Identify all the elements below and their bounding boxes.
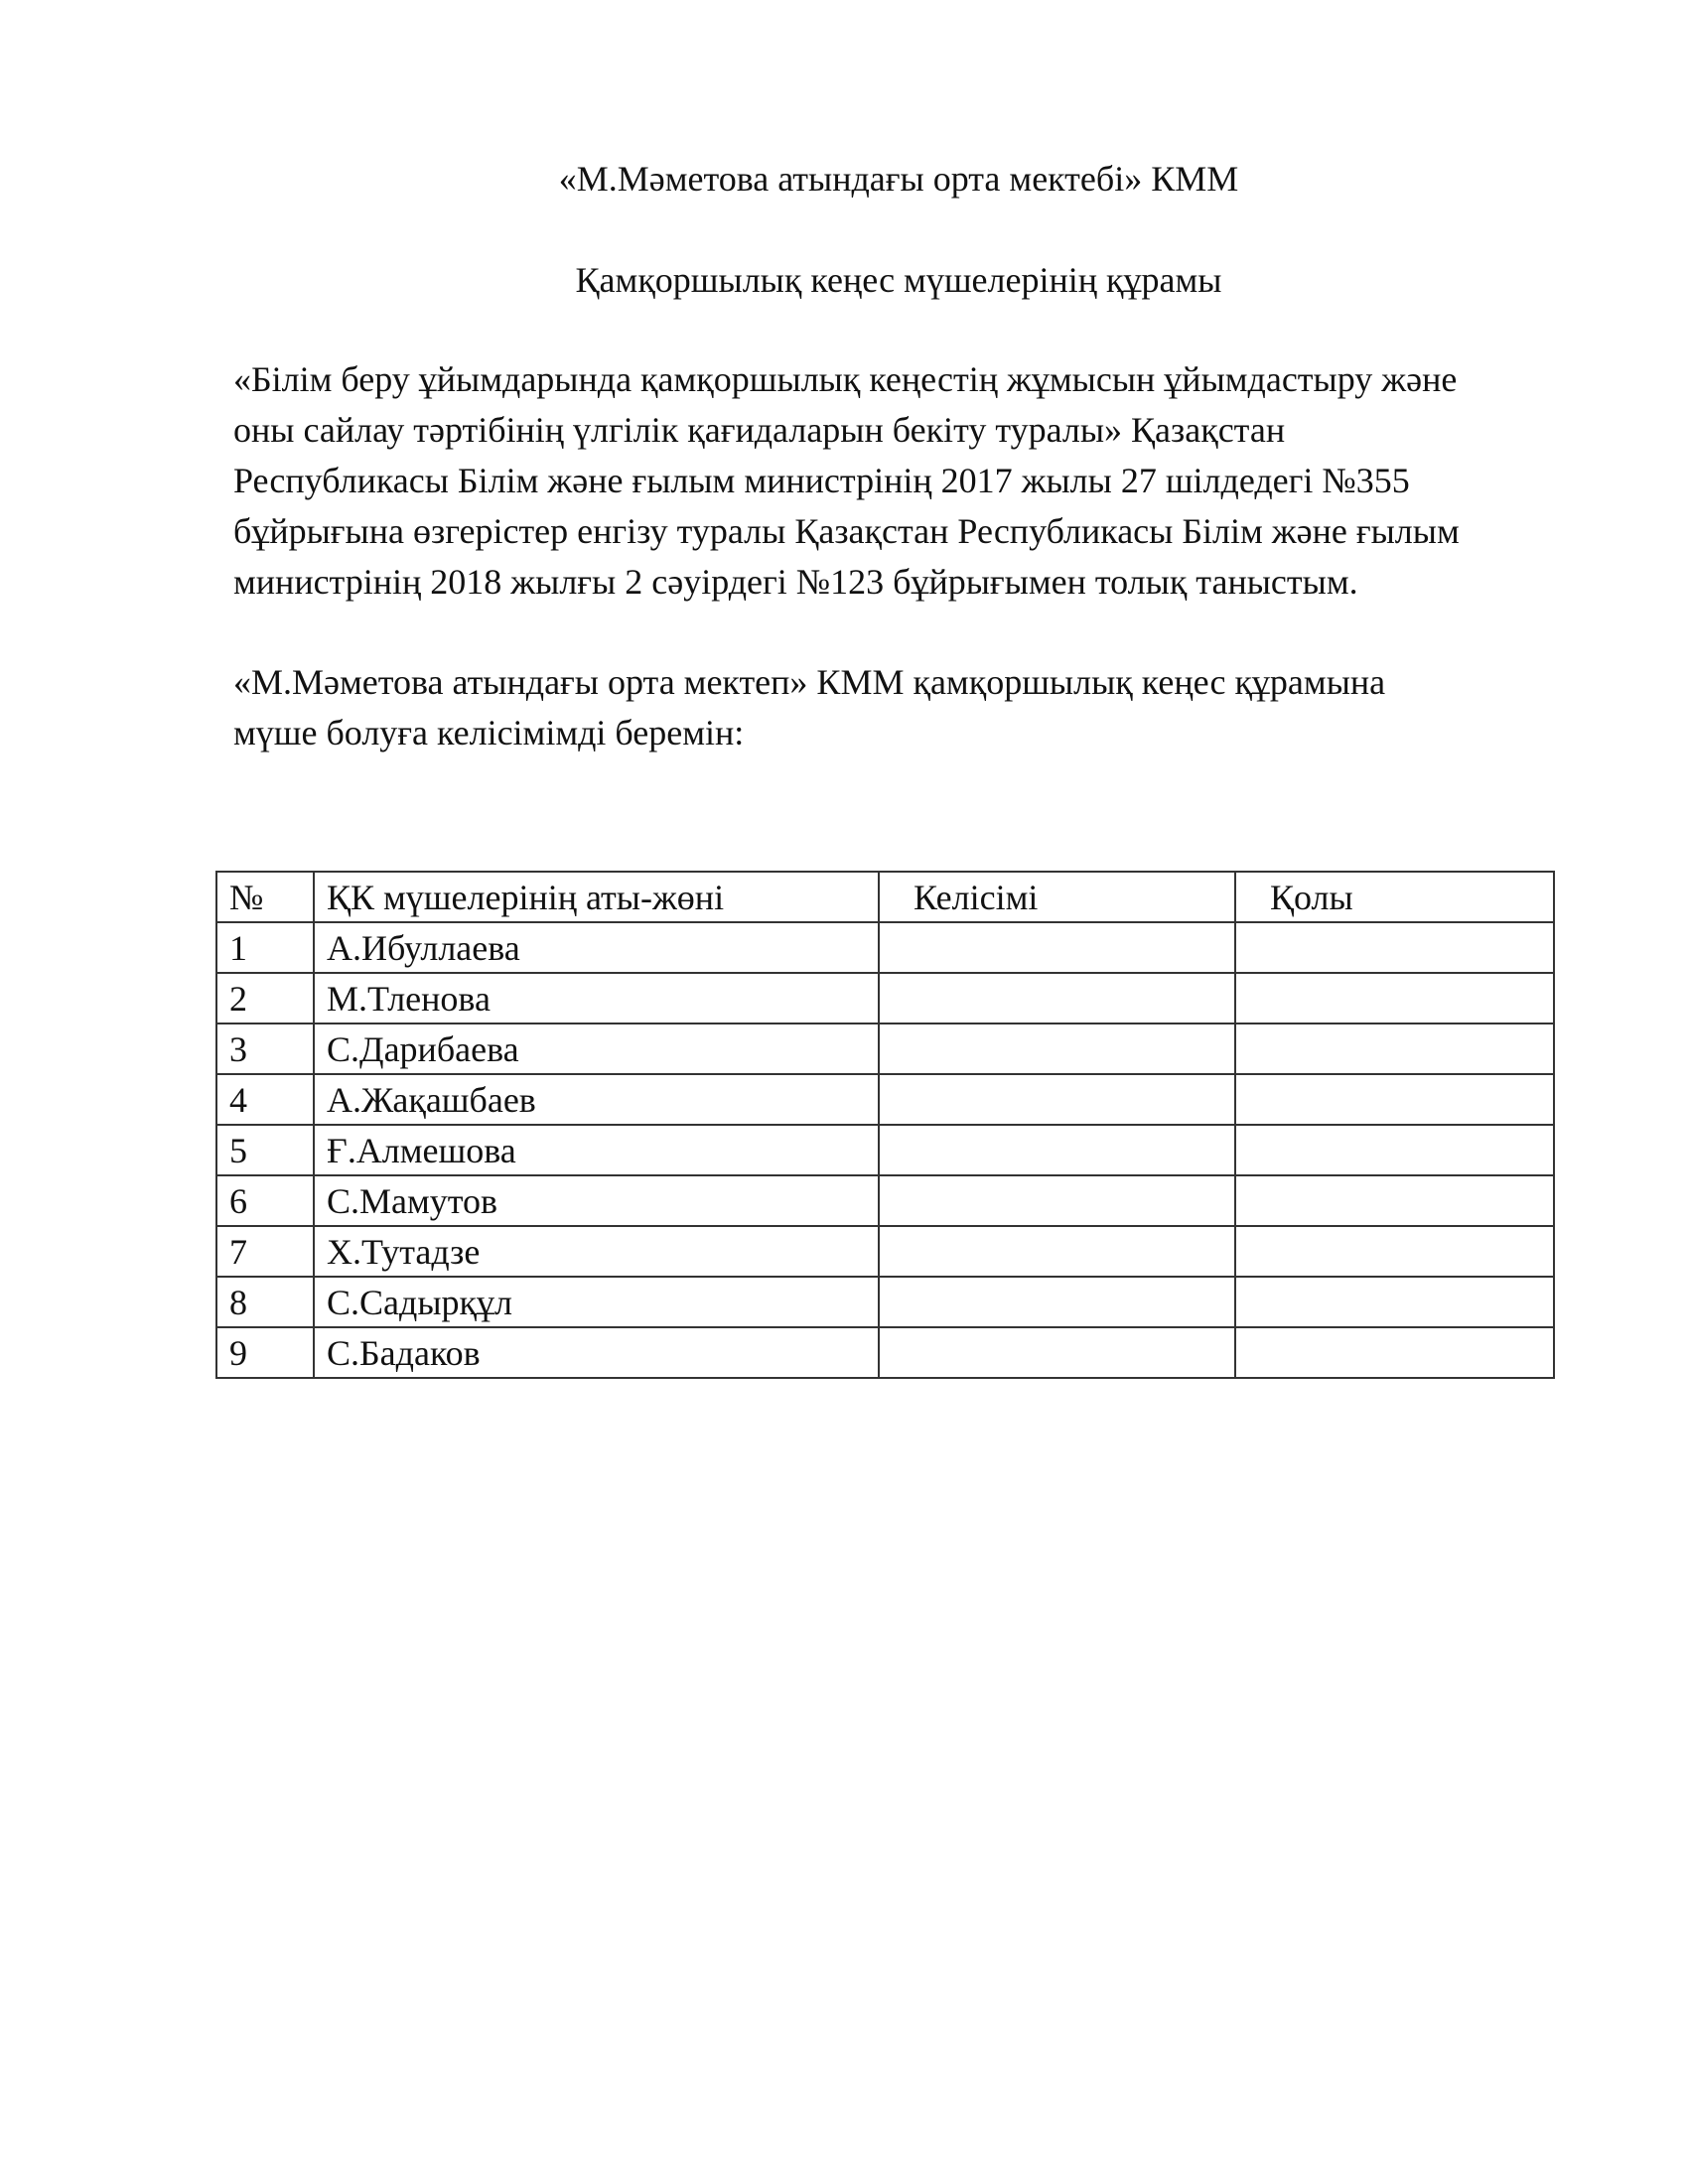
consent-cell[interactable] (879, 1327, 1235, 1378)
consent-cell[interactable] (879, 1175, 1235, 1226)
table-row (216, 1327, 1554, 1378)
row-number: 7 (216, 1226, 314, 1277)
members-table (215, 871, 1555, 1379)
consent-cell[interactable] (879, 1074, 1235, 1125)
header-signature: Қолы (1235, 872, 1554, 922)
signature-cell[interactable] (1235, 1074, 1554, 1125)
signature-cell[interactable] (1235, 973, 1554, 1024)
document-title: «М.Мәметова атындағы орта мектебі» КММ (558, 159, 1239, 199)
paragraph2-line: мүше болуға келісімімді беремін: (233, 713, 745, 752)
paragraph1-line: министрінің 2018 жылғы 2 сәуірдегі №123 бұйрығымен толық таныстым. (233, 562, 1358, 602)
member-name: А.Ибуллаева (314, 922, 879, 973)
paragraph1-line: оны сайлау тәртібінің үлгілік қағидаларын бекіту туралы» Қазақстан (233, 410, 1286, 450)
paragraph1-line: бұйрығына өзгерістер енгізу туралы Қазақстан Республикасы Білім және ғылым (233, 511, 1460, 551)
row-number: 2 (216, 973, 314, 1024)
header-name: ҚК мүшелерінің аты-жөні (314, 872, 879, 922)
member-name: Ғ.Алмешова (314, 1125, 879, 1175)
signature-cell[interactable] (1235, 1024, 1554, 1074)
consent-cell[interactable] (879, 922, 1235, 973)
member-name: Х.Тутадзе (314, 1226, 879, 1277)
row-number: 4 (216, 1074, 314, 1125)
paragraph1-line: «Білім беру ұйымдарында қамқоршылық кеңестің жұмысын ұйымдастыру және (233, 359, 1458, 399)
row-number: 5 (216, 1125, 314, 1175)
member-name: С.Бадаков (314, 1327, 879, 1378)
member-name: М.Тленова (314, 973, 879, 1024)
row-number: 9 (216, 1327, 314, 1378)
member-name: А.Жақашбаев (314, 1074, 879, 1125)
consent-cell[interactable] (879, 1226, 1235, 1277)
member-name: С.Мамутов (314, 1175, 879, 1226)
signature-cell[interactable] (1235, 1175, 1554, 1226)
member-name: С.Садырқұл (314, 1277, 879, 1327)
table-row (216, 1226, 1554, 1277)
row-number: 3 (216, 1024, 314, 1074)
document-subtitle: Қамқоршылық кеңес мүшелерінің құрамы (575, 260, 1222, 300)
header-number: № (216, 872, 314, 922)
row-number: 8 (216, 1277, 314, 1327)
table-row (216, 1024, 1554, 1074)
table-row (216, 1125, 1554, 1175)
paragraph2-line: «М.Мәметова атындағы орта мектеп» КММ қамқоршылық кеңес құрамына (233, 662, 1386, 702)
table-row (216, 1277, 1554, 1327)
signature-cell[interactable] (1235, 922, 1554, 973)
table-header-row (216, 872, 1554, 922)
paragraph1-line: Республикасы Білім және ғылым министрінің 2017 жылы 27 шілдедегі №355 (233, 461, 1410, 500)
signature-cell[interactable] (1235, 1226, 1554, 1277)
consent-cell[interactable] (879, 1277, 1235, 1327)
table-row (216, 1175, 1554, 1226)
signature-cell[interactable] (1235, 1327, 1554, 1378)
header-consent: Келісімі (879, 872, 1235, 922)
member-name: С.Дарибаева (314, 1024, 879, 1074)
row-number: 6 (216, 1175, 314, 1226)
table-row (216, 973, 1554, 1024)
table-row (216, 922, 1554, 973)
signature-cell[interactable] (1235, 1125, 1554, 1175)
consent-cell[interactable] (879, 1125, 1235, 1175)
table-row (216, 1074, 1554, 1125)
consent-cell[interactable] (879, 1024, 1235, 1074)
consent-cell[interactable] (879, 973, 1235, 1024)
row-number: 1 (216, 922, 314, 973)
signature-cell[interactable] (1235, 1277, 1554, 1327)
